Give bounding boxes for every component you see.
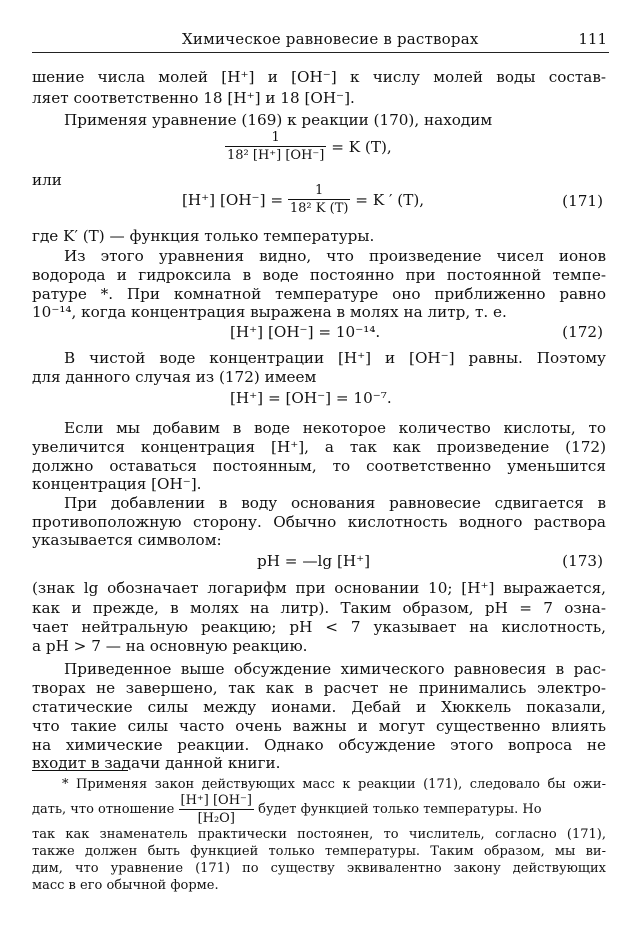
equation-number: (172) bbox=[562, 323, 603, 341]
text-line: Если мы добавим в воде некоторое количество кислоты, то bbox=[64, 419, 606, 437]
page-number: 111 bbox=[578, 30, 607, 48]
text-line: Приведенное выше обсуждение химического равновесия в рас- bbox=[64, 660, 606, 678]
equation-172: [H⁺] [OH⁻] = 10⁻¹⁴. bbox=[230, 323, 381, 341]
text-line: 10⁻¹⁴, когда концентрация выражена в молях на литр, т. е. bbox=[32, 303, 507, 321]
running-title: Химическое равновесие в растворах bbox=[182, 30, 479, 48]
footnote-separator bbox=[32, 770, 128, 771]
text-line: как и прежде, в молях на литр). Таким образом, pH = 7 озна- bbox=[32, 599, 606, 617]
text-line: концентрация [OH⁻]. bbox=[32, 475, 202, 493]
text-line: творах не завершено, так как в расчет не принимались электро- bbox=[32, 679, 606, 697]
equation-rhs: = K ′ (T), bbox=[355, 191, 425, 209]
text-line: противоположную сторону. Обычно кислотность водного раствора bbox=[32, 513, 606, 531]
text-line: на химические реакции. Однако обсуждение этого вопроса не bbox=[32, 736, 606, 754]
footnote-line: также должен быть функцией только температуры. Таким образом, мы ви- bbox=[32, 844, 606, 859]
text-line: входит в задачи данной книги. bbox=[32, 754, 281, 772]
text-line: шение числа молей [H⁺] и [OH⁻] к числу молей воды состав- bbox=[32, 68, 606, 86]
text-line: водорода и гидроксила в воде постоянно при постоянной темпе- bbox=[32, 266, 606, 284]
footnote-text: дать, что отношение bbox=[32, 802, 175, 817]
fraction bbox=[288, 183, 351, 217]
footnote-text: будет функцией только температуры. Но bbox=[258, 802, 542, 817]
equation-171 bbox=[182, 183, 424, 217]
footnote-line: так как знаменатель практически постоянен, то числитель, согласно (171), bbox=[32, 827, 606, 842]
equation-number: (171) bbox=[562, 192, 603, 210]
text-line: где K′ (T) — функция только температуры. bbox=[32, 227, 375, 245]
equation-173: pH = —lg [H⁺] bbox=[257, 552, 371, 570]
equation-169-applied bbox=[225, 130, 392, 164]
text-line: чает нейтральную реакцию; pH < 7 указывает на кислотность, bbox=[32, 618, 606, 636]
fraction-numerator: [H⁺] [OH⁻] bbox=[180, 793, 252, 808]
text-line: указывается символом: bbox=[32, 531, 222, 549]
running-header bbox=[32, 28, 609, 53]
text-line: ратуре *. При комнатной температуре оно приближенно равно bbox=[32, 285, 606, 303]
text-line: ляет соответственно 18 [H⁺] и 18 [OH⁻]. bbox=[32, 89, 355, 107]
text-line: для данного случая из (172) имеем bbox=[32, 368, 317, 386]
fraction bbox=[225, 130, 326, 164]
text-line: Из этого уравнения видно, что произведение чисел ионов bbox=[64, 247, 606, 265]
text-line: В чистой воде концентрации [H⁺] и [OH⁻] равны. Поэтому bbox=[64, 349, 606, 367]
fraction-denominator: 18² K (T) bbox=[289, 201, 349, 216]
fraction-denominator: [H₂O] bbox=[179, 809, 254, 827]
equation-lhs: [H⁺] [OH⁻] = bbox=[182, 191, 284, 209]
equation-number: (173) bbox=[562, 552, 603, 570]
text-line: статические силы между ионами. Дебай и Хюккель показали, bbox=[32, 698, 606, 716]
footnote-line: * Применяя закон действующих масс к реакции (171), следовало бы ожи- bbox=[62, 777, 606, 792]
equation-neutral: [H⁺] = [OH⁻] = 10⁻⁷. bbox=[230, 389, 392, 407]
fraction-denominator: 18² [H⁺] [OH⁻] bbox=[227, 148, 325, 163]
footnote-line: масс в его обычной форме. bbox=[32, 878, 219, 893]
text-line: а pH > 7 — на основную реакцию. bbox=[32, 637, 308, 655]
footnote-line-with-fraction bbox=[32, 793, 606, 828]
text-line: При добавлении в воду основания равновесие сдвигается в bbox=[64, 494, 606, 512]
text-line: должно оставаться постоянным, то соответственно уменьшится bbox=[32, 457, 606, 475]
text-line: что такие силы часто очень важны и могут существенно влиять bbox=[32, 717, 606, 735]
fraction-numerator: 1 bbox=[271, 130, 280, 145]
text-line: (знак lg обозначает логарифм при основании 10; [H⁺] выражается, bbox=[32, 579, 606, 597]
equation-rhs: = K (T), bbox=[331, 138, 392, 156]
text-line: или bbox=[32, 171, 62, 189]
fraction bbox=[179, 793, 254, 827]
fraction-numerator: 1 bbox=[315, 183, 324, 198]
text-line: увеличится концентрация [H⁺], а так как произведение (172) bbox=[32, 438, 606, 456]
footnote-line: дим, что уравнение (171) по существу эквивалентно закону действующих bbox=[32, 861, 606, 876]
text-line: Применяя уравнение (169) к реакции (170), находим bbox=[64, 111, 493, 129]
